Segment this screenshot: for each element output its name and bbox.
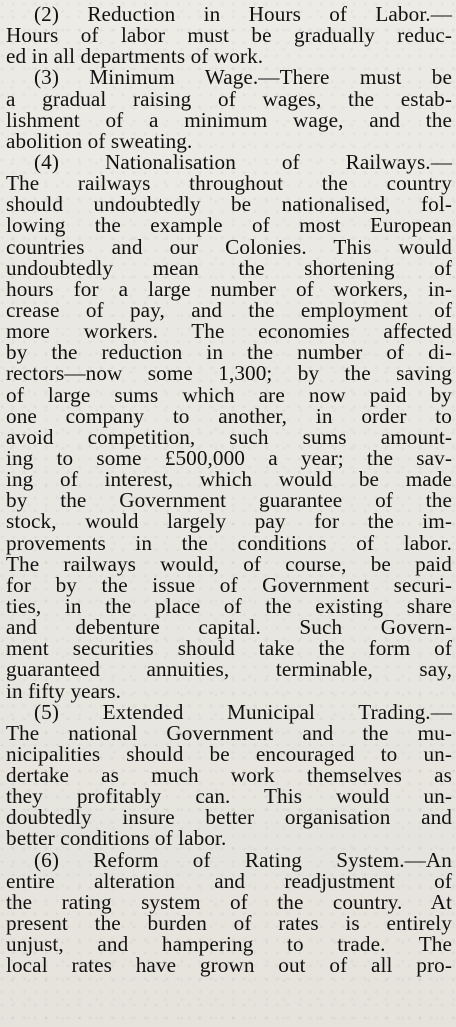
article-line: ties, in the place of the existing share [6,593,452,618]
article-line: The railways would, of course, be paid [6,551,452,576]
article-line: (5) Extended Municipal Trading.— [34,699,452,724]
article-line: rectors—now some 1,300; by the saving [6,361,452,386]
article-line: ment securities should take the form of [6,636,452,661]
article-line: stock, would largely pay for the im- [6,509,452,534]
article-line: in fifty years. [6,678,122,703]
article-line: the rating system of the country. At [6,889,452,914]
article-line: ing to some £500,000 a year; the sav- [6,445,452,470]
article-line: abolition of sweating. [6,128,193,153]
article-line: ing of interest, which would be made [6,467,452,492]
article-line: dertake as much work themselves as [6,763,452,788]
article-line: Hours of labor must be gradually reduc- [6,23,452,48]
article-line: of large sums which are now paid by [6,382,452,407]
article-line: they profitably can. This would un- [6,784,452,809]
article-line: entire alteration and readjustment of [6,868,452,893]
article-line: a gradual raising of wages, the estab- [6,86,452,111]
article-line: one company to another, in order to [6,403,452,428]
article-line: unjust, and hampering to trade. The [6,932,452,957]
article-line: The national Government and the mu- [6,720,452,745]
article-line: (2) Reduction in Hours of Labor.— [34,2,452,26]
article-column [6,4,452,976]
article-line: lishment of a minimum wage, and the [6,107,452,132]
article-line: lowing the example of most European [6,213,452,238]
article-line: countries and our Colonies. This would [6,234,452,259]
article-line: should undoubtedly be nationalised, fol- [6,192,452,217]
article-line: (4) Nationalisation of Railways.— [34,149,452,174]
article-line: guaranteed annuities, terminable, say, [6,657,452,682]
article-line: undoubtedly mean the shortening of [6,255,452,280]
article-line: (3) Minimum Wage.—There must be [34,65,452,90]
article-line: present the burden of rates is entirely [6,911,452,936]
article-line: doubtedly insure better organisation and [6,805,452,830]
article-line: for by the issue of Government securi- [6,572,452,597]
article-line: provements in the conditions of labor. [6,530,452,555]
article-line: The railways throughout the country [6,171,452,196]
article-line: by the Government guarantee of the [6,488,452,513]
article-line: local rates have grown out of all pro- [6,953,452,978]
article-line: crease of pay, and the employment of [6,297,452,322]
article-line: by the reduction in the number of di- [6,340,452,365]
article-line: (6) Reform of Rating System.—An [34,847,452,872]
article-line: and debenture capital. Such Govern- [6,615,452,640]
article-line: more workers. The economies affected [6,319,452,344]
article-line: better conditions of labor. [6,826,227,851]
article-line: hours for a large number of workers, in- [6,276,452,301]
article-line: ed in all departments of work. [6,44,264,69]
article-line: avoid competition, such sums amount- [6,424,452,449]
article-line: nicipalities should be encouraged to un- [6,741,452,766]
